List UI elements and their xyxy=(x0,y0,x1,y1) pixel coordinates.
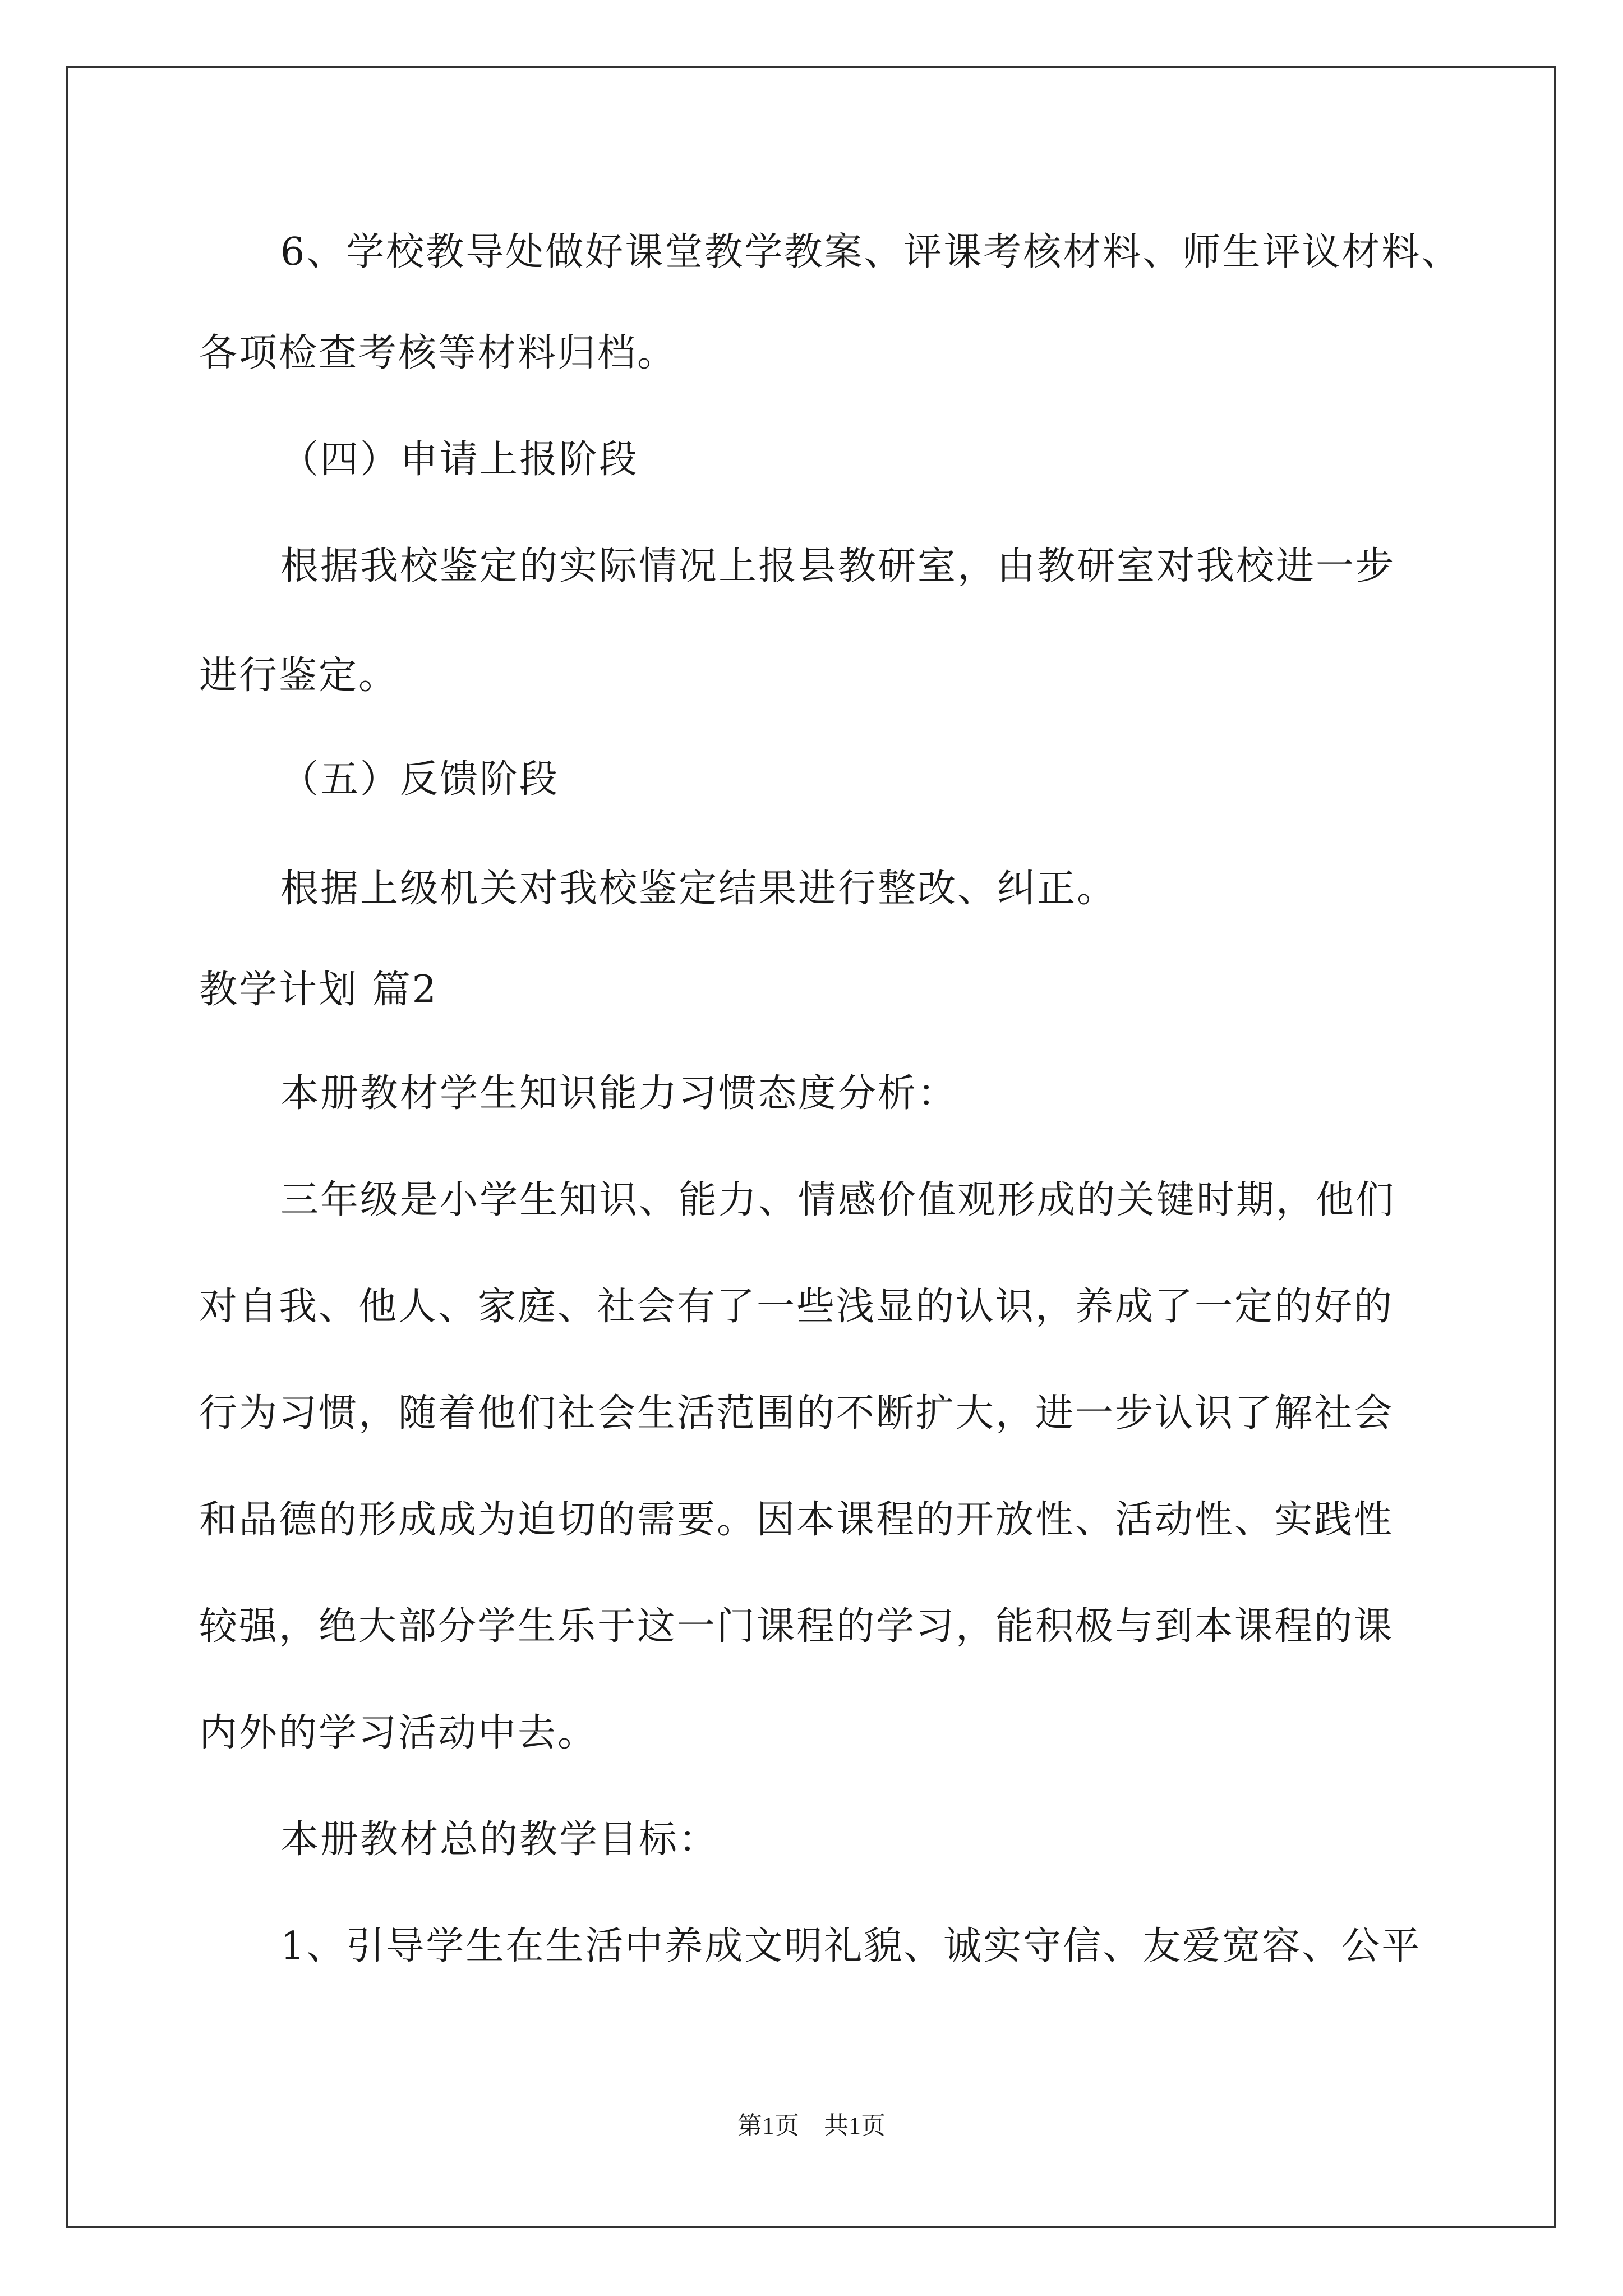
text-line-14: 较强，绝大部分学生乐于这一门课程的学习，能积极与到本课程的课 xyxy=(199,1604,1394,1649)
section-heading-5: （五）反馈阶段 xyxy=(280,757,560,802)
page-border xyxy=(66,66,1556,2228)
text-line-9: 本册教材学生知识能力习惯态度分析： xyxy=(280,1071,958,1116)
text-line-17: 1、引导学生在生活中养成文明礼貌、诚实守信、友爱宽容、公平 xyxy=(280,1924,1422,1968)
text-line-16: 本册教材总的教学目标： xyxy=(280,1818,719,1862)
section-heading-4: （四）申请上报阶段 xyxy=(280,438,639,482)
text-line-12: 行为习惯，随着他们社会生活范围的不断扩大，进一步认识了解社会 xyxy=(199,1391,1394,1435)
chapter-title: 教学计划 篇2 xyxy=(199,968,438,1012)
page-footer: 第1页 共1页 xyxy=(737,2112,886,2139)
text-line-11: 对自我、他人、家庭、社会有了一些浅显的认识，养成了一定的好的 xyxy=(199,1285,1394,1329)
text-line-4: 根据我校鉴定的实际情况上报县教研室，由教研室对我校进一步 xyxy=(280,544,1396,588)
text-line-2: 各项检查考核等材料归档。 xyxy=(199,331,677,375)
text-line-13: 和品德的形成成为迫切的需要。因本课程的开放性、活动性、实践性 xyxy=(199,1498,1394,1542)
text-line-5: 进行鉴定。 xyxy=(199,654,399,698)
text-line-7: 根据上级机关对我校鉴定结果进行整改、纠正。 xyxy=(280,867,1117,911)
text-line-15: 内外的学习活动中去。 xyxy=(199,1711,598,1755)
text-line-10: 三年级是小学生知识、能力、情感价值观形成的关键时期，他们 xyxy=(280,1178,1396,1222)
text-line-1: 6、学校教导处做好课堂教学教案、评课考核材料、师生评议材料、 xyxy=(280,230,1461,274)
